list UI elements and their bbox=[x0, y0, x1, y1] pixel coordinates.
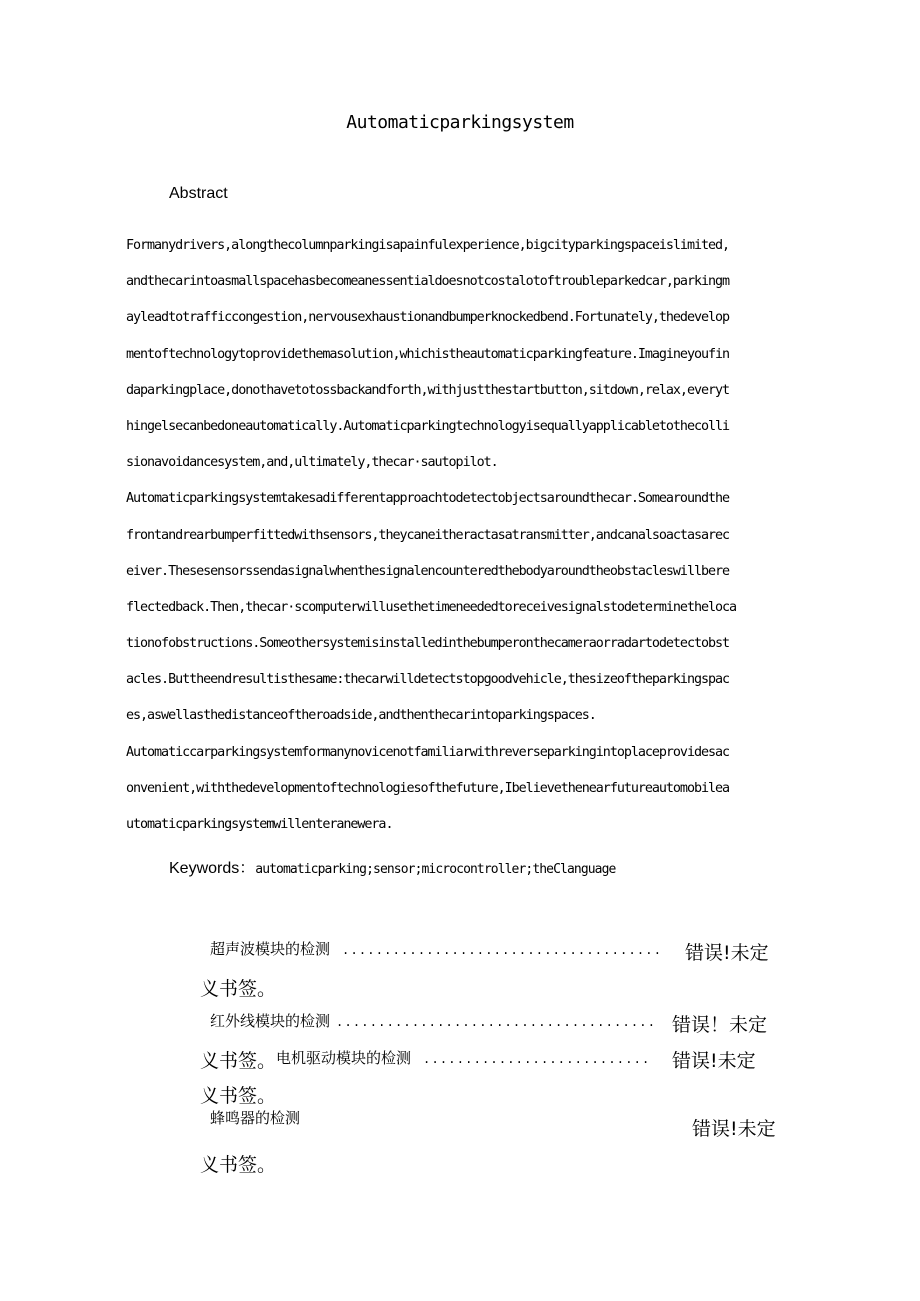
toc-entry-title: 红外线模块的检测 bbox=[210, 1012, 331, 1030]
toc-error-text bbox=[692, 1114, 776, 1141]
abstract-line: acles.Buttheendresultisthesame:thecarwilldetectstopgoodvehicle,thesizeoftheparkingspac bbox=[126, 672, 730, 688]
toc-error: 错误！未定 bbox=[672, 1014, 768, 1036]
abstract-line: utomaticparkingsystemwillenteranewera. bbox=[126, 817, 393, 832]
toc-continuation: 义书签。 bbox=[200, 1154, 277, 1176]
keywords bbox=[169, 855, 615, 878]
abstract-heading: Abstract bbox=[169, 185, 228, 202]
toc-entry[interactable] bbox=[210, 1010, 656, 1031]
abstract-line: tionofobstructions.Someothersystemisinstalledinthebumperonthecameraorradartodetectobst bbox=[126, 636, 730, 652]
toc-entry-title: 超声波模块的检测 bbox=[210, 940, 331, 958]
toc-error: 错误!未定 bbox=[685, 942, 769, 964]
toc-entry-title: 电机驱动模块的检测 bbox=[276, 1049, 412, 1067]
abstract-line: ayleadtotrafficcongestion,nervousexhaustionandbumperknockedbend.Fortunately,thedevelop bbox=[126, 310, 730, 326]
abstract-line: hingelsecanbedoneautomatically.Automaticparkingtechnologyisequallyapplicabletothecolli bbox=[126, 418, 730, 434]
abstract-body bbox=[126, 234, 798, 849]
abstract-line: eiver.Thesesensorssendasignalwhenthesignalencounteredthebodyaroundtheobstacleswillbere bbox=[126, 563, 730, 579]
abstract-line: andthecarintoasmallspacehasbecomeanessentialdoesnotcostalotoftroubleparkedcar,parkingm bbox=[126, 274, 730, 290]
toc-error: 错误!未定 bbox=[692, 1118, 776, 1140]
abstract-line: flectedback.Then,thecar·scomputerwillusethetimeneededtoreceivesignalstodeterminetheloca bbox=[126, 599, 737, 615]
abstract-line: Automaticparkingsystemtakesadifferentapproachtodetectobjectsaroundthecar.Somearoundthe bbox=[126, 491, 730, 507]
toc-continuation: 义书签。 bbox=[200, 978, 277, 1000]
toc-leader-dots: ........................... bbox=[423, 1052, 651, 1066]
abstract-line: Formanydrivers,alongthecolumnparkingisapainfulexperience,bigcityparkingspaceislimited, bbox=[126, 238, 730, 253]
abstract-line: daparkingplace,donothavetotossbackandforth,withjustthestartbutton,sitdown,relax,everyt bbox=[126, 382, 730, 398]
toc-error-text bbox=[685, 938, 769, 965]
toc-continuation: 义书签。 bbox=[200, 1085, 277, 1107]
document-title: Automaticparkingsystem bbox=[346, 112, 574, 133]
abstract-line: sionavoidancesystem,and,ultimately,thecar·sautopilot. bbox=[126, 455, 498, 471]
keywords-text: automaticparking;sensor;microcontroller;theClanguage bbox=[255, 862, 616, 877]
toc-entry[interactable] bbox=[276, 1047, 650, 1068]
abstract-line: es,aswellasthedistanceoftheroadside,andthenthecarintoparkingspaces. bbox=[126, 708, 596, 724]
abstract-line: Automaticcarparkingsystemformanynovicenotfamiliarwithreverseparkingintoplaceprovidesac bbox=[126, 744, 730, 760]
toc-error: 错误!未定 bbox=[672, 1050, 756, 1072]
toc-continuation: 义书签。 bbox=[200, 1050, 277, 1072]
toc-entry-title: 蜂鸣器的检测 bbox=[210, 1109, 301, 1127]
abstract-line: frontandrearbumperfittedwithsensors,theycaneitheractasatransmitter,andcanalsoactasarec bbox=[126, 527, 730, 543]
abstract-line: onvenient,withthedevelopmentoftechnologiesofthefuture,Ibelievethenearfutureautomobilea bbox=[126, 780, 730, 796]
toc-leader-dots: ...................................... bbox=[342, 943, 663, 957]
abstract-line: mentoftechnologytoprovidethemasolution,whichistheautomaticparkingfeature.Imagineyoufin bbox=[126, 346, 730, 362]
keywords-label: Keywords： bbox=[169, 860, 256, 877]
toc-entry[interactable] bbox=[210, 1107, 300, 1128]
toc-error-text bbox=[672, 1010, 767, 1037]
toc-leader-dots: ...................................... bbox=[336, 1015, 657, 1029]
toc-entry[interactable] bbox=[210, 938, 662, 959]
toc-error-text bbox=[672, 1046, 756, 1073]
